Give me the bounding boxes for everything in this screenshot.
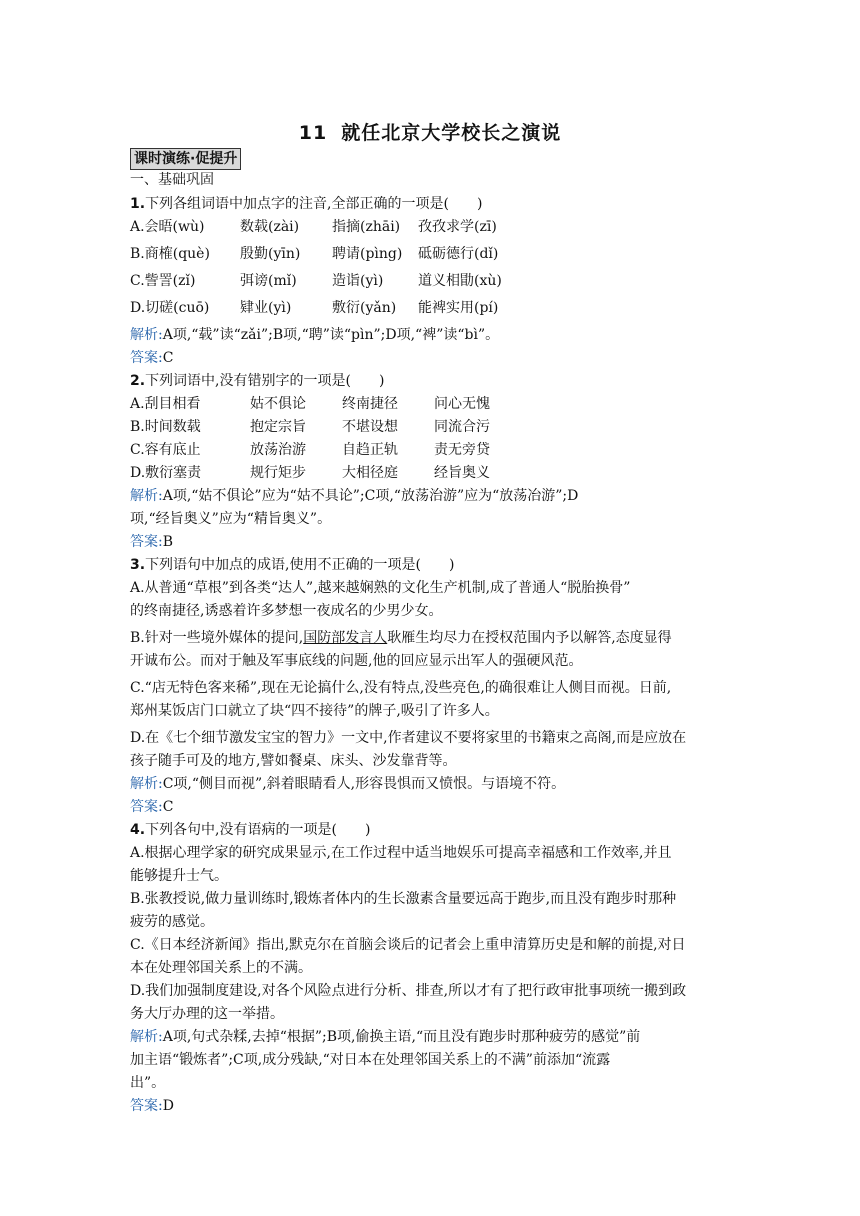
q1-option-b: [130, 244, 498, 264]
section-heading-box: 课时演练·促提升: [130, 148, 241, 170]
option-cell: 终南捷径: [342, 396, 398, 412]
q2-option-d: [130, 463, 490, 483]
text-run: 耿雁生均尽力在授权范围内予以解答,态度显得: [387, 630, 672, 646]
option-cell: C.訾詈(zǐ): [130, 273, 196, 289]
question-number: 4.: [130, 822, 146, 838]
answer-label: 答案:: [130, 534, 163, 550]
answer-label: 答案:: [130, 799, 163, 815]
option-cell: 敷衍(yǎn): [332, 300, 397, 316]
question-text: 下列语句中加点的成语,使用不正确的一项是( ): [145, 557, 455, 573]
option-cell: D.敷衍塞责: [130, 465, 202, 481]
q4-analysis-line-1: [130, 1027, 640, 1047]
q1-option-c: [130, 271, 502, 291]
q4-option-a-line-2: 能够提升士气。: [130, 868, 228, 884]
question-number: 1.: [130, 196, 146, 212]
question-3-stem: [130, 555, 454, 575]
q1-option-d: [130, 298, 498, 318]
underlined-text: 国防部发言人: [303, 630, 388, 646]
page-title: [0, 118, 860, 145]
question-text: 下列词语中,没有错别字的一项是( ): [145, 373, 385, 389]
q1-answer: [130, 348, 173, 368]
q3-option-b-line-1: [130, 628, 672, 648]
option-cell: 指摘(zhāi): [332, 219, 401, 235]
option-cell: 规行矩步: [250, 465, 306, 481]
analysis-label: 解析:: [130, 776, 163, 792]
q3-option-d-line-2: 孩子随手可及的地方,譬如餐桌、床头、沙发靠背等。: [130, 753, 457, 769]
option-cell: 姑不俱论: [250, 396, 306, 412]
q4-option-c-line-2: 本在处理邻国关系上的不满。: [130, 960, 312, 976]
answer-label: 答案:: [130, 1098, 163, 1114]
option-cell: 不堪设想: [342, 419, 398, 435]
option-cell: 问心无愧: [434, 396, 490, 412]
option-cell: 数载(zài): [240, 219, 300, 235]
option-cell: B.商榷(què): [130, 246, 210, 262]
analysis-label: 解析:: [130, 327, 163, 343]
q3-option-c-line-1: C.“店无特色客来稀”,现在无论搞什么,没有特点,没些亮色,的确很难让人侧目而视。日前,: [130, 680, 672, 696]
option-cell: 孜孜求学(zī): [418, 219, 497, 235]
q3-analysis: [130, 774, 565, 794]
answer-value: C: [162, 350, 174, 366]
option-cell: 弭谤(mǐ): [240, 273, 297, 289]
option-cell: 自趋正轨: [342, 442, 398, 458]
option-cell: 聘请(pìng): [332, 246, 403, 262]
q3-option-c-line-2: 郑州某饭店门口就立了块“四不接待”的牌子,吸引了许多人。: [130, 703, 499, 719]
option-cell: A.刮目相看: [130, 396, 201, 412]
option-cell: D.切磋(cuō): [130, 300, 210, 316]
option-cell: 道义相勖(xù): [418, 273, 502, 289]
q1-analysis: [130, 325, 499, 345]
q4-option-d-line-2: 务大厅办理的这一举措。: [130, 1006, 284, 1022]
option-cell: 经旨奥义: [434, 465, 490, 481]
q2-option-b: [130, 417, 490, 437]
q2-option-a: [130, 394, 490, 414]
q4-option-c-line-1: C.《日本经济新闻》指出,默克尔在首脑会谈后的记者会上重申清算历史是和解的前提,对日: [130, 937, 686, 953]
option-cell: 砥砺德行(dǐ): [418, 246, 499, 262]
analysis-label: 解析:: [130, 488, 163, 504]
question-number: 3.: [130, 557, 146, 573]
q2-option-c: [130, 440, 490, 460]
text-run: B.针对一些境外媒体的提问,: [130, 630, 304, 646]
answer-value: C: [162, 799, 174, 815]
option-cell: A.会晤(wù): [130, 219, 205, 235]
analysis-text: A项,句式杂糅,去掉“根据”;B项,偷换主语,“而且没有跑步时那种疲劳的感觉”前: [162, 1029, 641, 1045]
q2-analysis-line-1: [130, 486, 578, 506]
answer-value: D: [162, 1098, 174, 1114]
q3-option-d-line-1: D.在《七个细节激发宝宝的智力》一文中,作者建议不要将家里的书籍束之高阁,而是应放在: [130, 730, 687, 746]
q2-analysis-line-2: 项,“经旨奥义”应为“精旨奥义”。: [130, 511, 332, 527]
q4-option-d-line-1: D.我们加强制度建设,对各个风险点进行分析、排查,所以才有了把行政审批事项统一搬到政: [130, 983, 687, 999]
option-cell: C.容有底止: [130, 442, 201, 458]
option-cell: 责无旁贷: [434, 442, 490, 458]
option-cell: 大相径庭: [342, 465, 398, 481]
q2-answer: [130, 532, 173, 552]
q4-option-a-line-1: A.根据心理学家的研究成果显示,在工作过程中适当地娱乐可提高幸福感和工作效率,并且: [130, 845, 672, 861]
option-cell: B.时间数载: [130, 419, 201, 435]
analysis-text: A项,“载”读“zǎi”;B项,“聘”读“pìn”;D项,“裨”读“bì”。: [162, 327, 500, 343]
answer-value: B: [162, 534, 174, 550]
q4-option-b-line-1: B.张教授说,做力量训练时,锻炼者体内的生长激素含量要远高于跑步,而且没有跑步时那种: [130, 891, 677, 907]
question-text: 下列各组词语中加点字的注音,全部正确的一项是( ): [145, 196, 483, 212]
option-cell: 能裨实用(pí): [418, 300, 499, 316]
lesson-number: 11: [298, 122, 328, 144]
q1-option-a: [130, 217, 497, 237]
answer-label: 答案:: [130, 350, 163, 366]
part-heading: 一、基础巩固: [130, 172, 214, 188]
option-cell: 放荡治游: [250, 442, 306, 458]
q3-option-a-line-1: A.从普通“草根”到各类“达人”,越来越娴熟的文化生产机制,成了普通人“脱胎换骨”: [130, 580, 631, 596]
question-number: 2.: [130, 373, 146, 389]
q3-answer: [130, 797, 173, 817]
q4-analysis-line-3: 出”。: [130, 1075, 166, 1091]
question-4-stem: [130, 820, 370, 840]
q4-answer: [130, 1096, 174, 1116]
option-cell: 造诣(yì): [332, 273, 384, 289]
option-cell: 肄业(yì): [240, 300, 292, 316]
analysis-text: A项,“姑不俱论”应为“姑不具论”;C项,“放荡治游”应为“放荡冶游”;D: [162, 488, 579, 504]
q4-option-b-line-2: 疲劳的感觉。: [130, 914, 214, 930]
lesson-title: 就任北京大学校长之演说: [341, 122, 562, 144]
q3-option-a-line-2: 的终南捷径,诱惑着许多梦想一夜成名的少男少女。: [130, 603, 443, 619]
analysis-text: C项,“侧目而视”,斜着眼睛看人,形容畏惧而又愤恨。与语境不符。: [162, 776, 566, 792]
question-1-stem: [130, 194, 482, 214]
question-2-stem: [130, 371, 384, 391]
analysis-label: 解析:: [130, 1029, 163, 1045]
q3-option-b-line-2: 开诚布公。而对于触及军事底线的问题,他的回应显示出军人的强硬风范。: [130, 653, 583, 669]
option-cell: 抱定宗旨: [250, 419, 306, 435]
q4-analysis-line-2: 加主语“锻炼者”;C项,成分残缺,“对日本在处理邻国关系上的不满”前添加“流露: [130, 1052, 611, 1068]
option-cell: 殷勤(yīn): [240, 246, 301, 262]
option-cell: 同流合污: [434, 419, 490, 435]
question-text: 下列各句中,没有语病的一项是( ): [145, 822, 371, 838]
